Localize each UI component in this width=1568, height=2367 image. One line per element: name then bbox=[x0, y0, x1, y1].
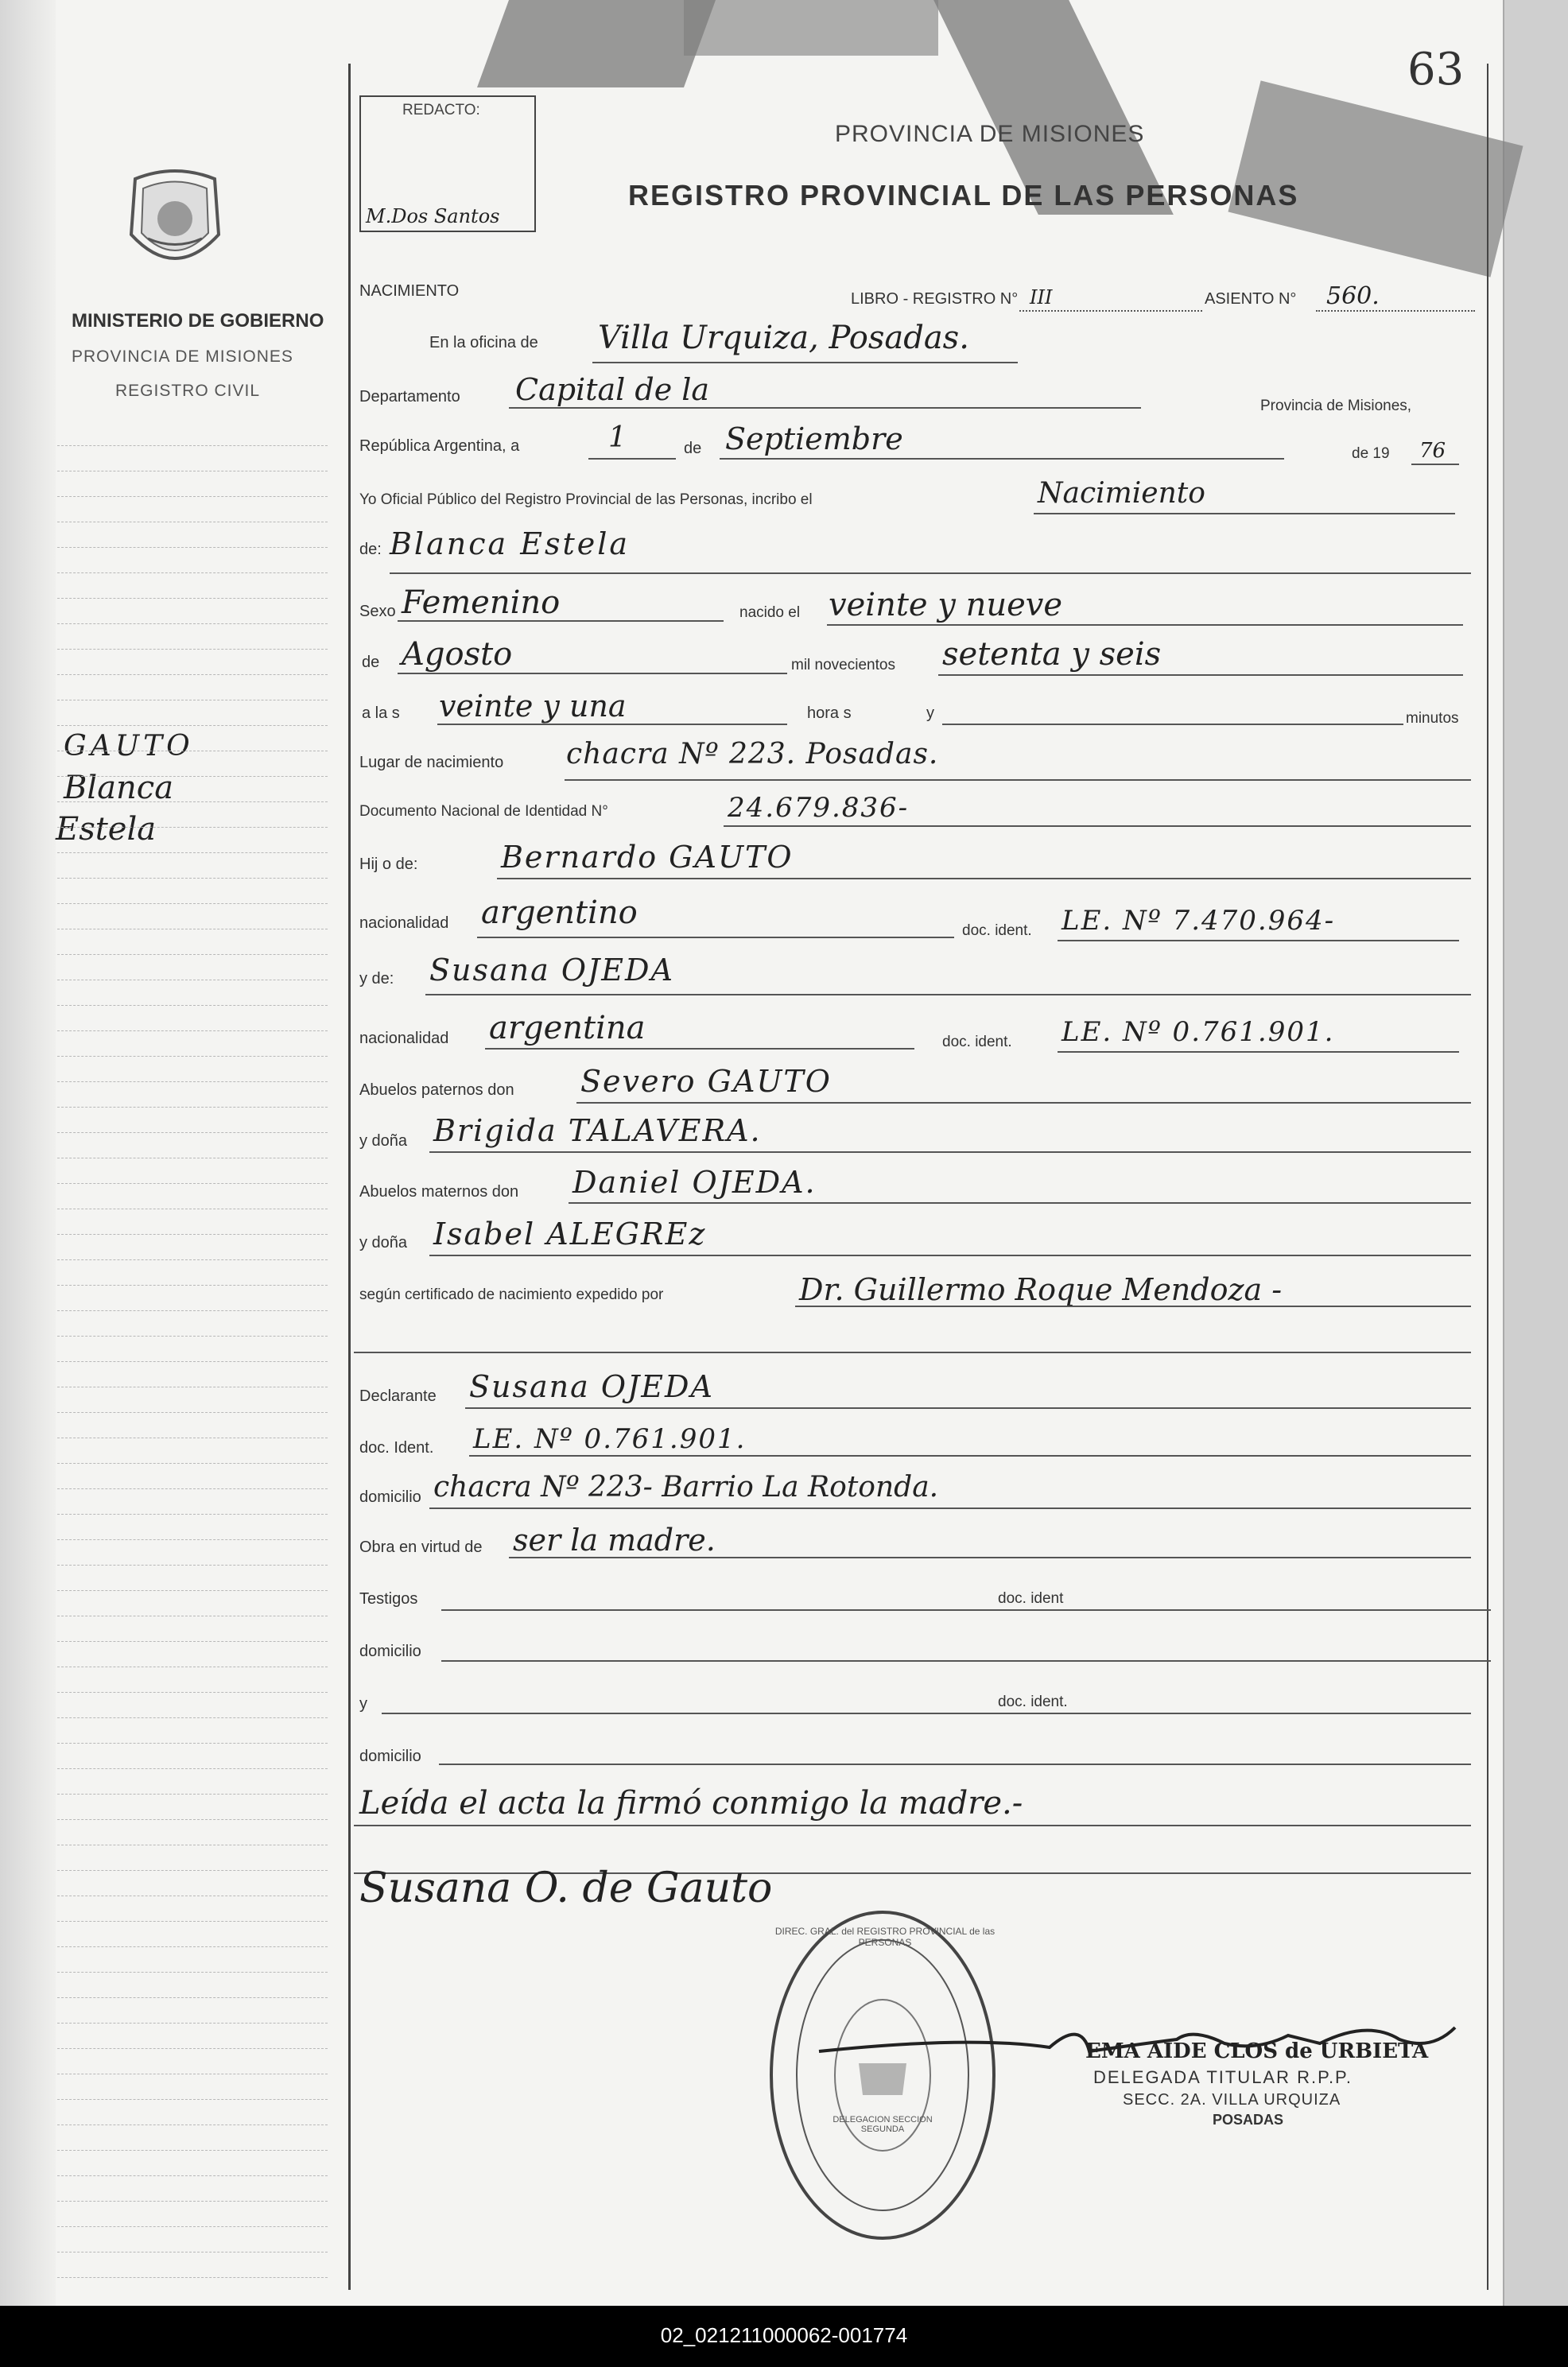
margin-ruled-line bbox=[57, 776, 328, 777]
nombre-value: Blanca Estela bbox=[390, 526, 631, 561]
mes2-value: Agosto bbox=[402, 636, 513, 673]
margin-ruled-line bbox=[57, 2150, 328, 2151]
anio-line bbox=[1411, 464, 1459, 465]
official-city: POSADAS bbox=[1213, 2112, 1284, 2128]
nacido-label: nacido el bbox=[739, 604, 801, 621]
dni-label: Documento Nacional de Identidad N° bbox=[359, 803, 608, 820]
doc-declarante-label: doc. Ident. bbox=[359, 1439, 434, 1457]
margin-ruled-line bbox=[57, 674, 328, 675]
y-de-label: y de: bbox=[359, 970, 394, 988]
margin-ruled-line bbox=[57, 1336, 328, 1337]
margin-ruled-line bbox=[57, 2023, 328, 2024]
margin-ruled-line bbox=[57, 801, 328, 802]
doc-padre-label: doc. ident. bbox=[962, 922, 1032, 939]
doc-declarante-line bbox=[469, 1455, 1471, 1457]
abuelo-materno-value: Daniel OJEDA. bbox=[572, 1165, 817, 1200]
nacimiento-label: NACIMIENTO bbox=[359, 282, 460, 300]
redacto-name: M.Dos Santos bbox=[366, 205, 500, 227]
abuelo-paterno-line bbox=[576, 1102, 1471, 1104]
margin-ruled-line bbox=[57, 2201, 328, 2202]
margin-ruled-line bbox=[57, 2099, 328, 2100]
margin-ruled-line bbox=[57, 623, 328, 624]
novecientos-value: setenta y seis bbox=[942, 636, 1162, 673]
nombre-line bbox=[390, 572, 1471, 574]
doc-declarante-value: LE. Nº 0.761.901. bbox=[473, 1423, 747, 1455]
ministry-seal-icon bbox=[119, 163, 231, 282]
libro-label: LIBRO - REGISTRO N° bbox=[851, 290, 1019, 308]
margin-ruled-line bbox=[57, 1946, 328, 1947]
republica-label: República Argentina, a bbox=[359, 437, 520, 455]
novecientos-line bbox=[938, 674, 1463, 676]
doc-madre-label: doc. ident. bbox=[942, 1034, 1012, 1050]
margin-ruled-line bbox=[57, 1590, 328, 1591]
stamp-inner-text: DELEGACION SECCION SEGUNDA bbox=[833, 2115, 933, 2134]
dni-line bbox=[724, 825, 1471, 827]
lugar-line bbox=[565, 779, 1471, 781]
departamento-value: Capital de la bbox=[515, 372, 710, 407]
padre-value: Bernardo GAUTO bbox=[501, 840, 794, 875]
margin-ruled-line bbox=[57, 2252, 328, 2253]
margin-ruled-line bbox=[57, 1107, 328, 1108]
margin-ruled-line bbox=[57, 1488, 328, 1489]
margin-ruled-line bbox=[57, 649, 328, 650]
y-dona-label-2: y doña bbox=[359, 1234, 408, 1251]
mes-de-label: de bbox=[684, 440, 702, 457]
fold-shadow bbox=[684, 0, 938, 56]
fold-shadow bbox=[477, 0, 716, 87]
margin-ruled-line bbox=[57, 1692, 328, 1693]
mes-line bbox=[720, 458, 1284, 460]
registry-stamp-icon bbox=[763, 1904, 1002, 2246]
page-number: 63 bbox=[1407, 44, 1465, 95]
margin-ruled-line bbox=[57, 852, 328, 853]
nacionalidad-madre-label: nacionalidad bbox=[359, 1030, 449, 1047]
sexo-line bbox=[398, 620, 724, 622]
margin-ruled-line bbox=[57, 1030, 328, 1031]
margin-ruled-line bbox=[57, 1641, 328, 1642]
margin-ruled-line bbox=[57, 598, 328, 599]
registry-label-left: REGISTRO CIVIL bbox=[115, 382, 261, 400]
official-section: SECC. 2A. VILLA URQUIZA bbox=[1123, 2091, 1341, 2109]
abuela-paterna-line bbox=[429, 1151, 1471, 1153]
mes2-line bbox=[398, 673, 787, 674]
nacido-value: veinte y nueve bbox=[829, 587, 1063, 623]
padre-line bbox=[497, 878, 1471, 879]
provincia-label: Provincia de Misiones, bbox=[1260, 398, 1412, 414]
lugar-value: chacra Nº 223. Posadas. bbox=[566, 738, 939, 770]
redacto-box bbox=[359, 95, 536, 232]
margin-ruled-line bbox=[57, 1005, 328, 1006]
margin-ruled-line bbox=[57, 1539, 328, 1540]
stamp-ring-text: DIREC. GRAL. del REGISTRO PROVINCIAL de las PERSONAS bbox=[774, 1926, 996, 1948]
de-nombre-label: de: bbox=[359, 541, 382, 558]
margin-ruled-line bbox=[57, 2048, 328, 2049]
a-las-label: a la s bbox=[362, 704, 400, 722]
doc-madre-value: LE. Nº 0.761.901. bbox=[1062, 1016, 1335, 1048]
margin-ruled-line bbox=[57, 1259, 328, 1260]
official-name: EMA AIDE CLOS de URBIETA bbox=[1085, 2039, 1429, 2063]
margin-ruled-line bbox=[57, 1361, 328, 1362]
hijo-label: Hij o de: bbox=[359, 856, 418, 873]
domicilio3-label: domicilio bbox=[359, 1748, 421, 1765]
lugar-label: Lugar de nacimiento bbox=[359, 754, 504, 771]
margin-ruled-line bbox=[57, 903, 328, 904]
margin-ruled-line bbox=[57, 1743, 328, 1744]
departamento-line bbox=[509, 407, 1141, 409]
madre-line bbox=[425, 994, 1471, 995]
margin-ruled-line bbox=[57, 1310, 328, 1311]
official-title: DELEGADA TITULAR R.P.P. bbox=[1093, 2067, 1353, 2087]
abuela-materna-line bbox=[429, 1255, 1471, 1256]
testigos-doc-label: doc. ident bbox=[998, 1590, 1064, 1607]
anio-value: 76 bbox=[1419, 439, 1446, 463]
testigos-label: Testigos bbox=[359, 1590, 418, 1608]
abuela-paterna-value: Brigida TALAVERA. bbox=[433, 1113, 762, 1148]
nacionalidad-padre-line bbox=[477, 937, 954, 938]
nacionalidad-madre-value: argentina bbox=[489, 1010, 646, 1046]
libro-value: III bbox=[1030, 286, 1053, 308]
doc-padre-line bbox=[1058, 940, 1459, 941]
margin-ruled-line bbox=[57, 827, 328, 828]
margin-ruled-line bbox=[57, 1565, 328, 1566]
margin-ruled-line bbox=[57, 2226, 328, 2227]
certificado-label: según certificado de nacimiento expedido por bbox=[359, 1286, 664, 1303]
departamento-label: Departamento bbox=[359, 388, 460, 405]
margin-ruled-line bbox=[57, 1768, 328, 1769]
obra-value: ser la madre. bbox=[513, 1523, 716, 1558]
firma-madre: Susana O. de Gauto bbox=[359, 1864, 773, 1912]
a-las-line bbox=[437, 724, 787, 725]
margin-ruled-line bbox=[57, 2124, 328, 2125]
margin-ruled-line bbox=[57, 1132, 328, 1133]
margin-ruled-line bbox=[57, 1870, 328, 1871]
domicilio2-line bbox=[441, 1660, 1491, 1662]
asiento-value: 560. bbox=[1326, 282, 1380, 310]
oficina-label: En la oficina de bbox=[429, 334, 538, 351]
margin-surname: GAUTO bbox=[64, 730, 194, 762]
margin-ruled-line bbox=[57, 725, 328, 726]
nacionalidad-padre-label: nacionalidad bbox=[359, 914, 449, 932]
abuelo-materno-line bbox=[569, 1202, 1471, 1204]
obra-label: Obra en virtud de bbox=[359, 1539, 483, 1556]
y2-line bbox=[382, 1713, 1471, 1714]
dni-value: 24.679.836- bbox=[728, 792, 910, 824]
testigos-line bbox=[441, 1609, 1491, 1611]
margin-ruled-line bbox=[57, 1717, 328, 1718]
certificado-value: Dr. Guillermo Roque Mendoza - bbox=[799, 1272, 1283, 1307]
margin-ruled-line bbox=[57, 1819, 328, 1820]
province-label-left: PROVINCIA DE MISIONES bbox=[72, 347, 293, 366]
leida-line bbox=[354, 1825, 1471, 1826]
margin-ruled-line bbox=[57, 1463, 328, 1464]
madre-value: Susana OJEDA bbox=[429, 953, 674, 988]
asiento-line bbox=[1316, 310, 1475, 312]
y-label: y bbox=[926, 704, 934, 722]
margin-ruled-line bbox=[57, 1081, 328, 1082]
abuelos-maternos-label: Abuelos maternos don bbox=[359, 1183, 519, 1201]
asiento-label: ASIENTO N° bbox=[1205, 290, 1297, 308]
y-line bbox=[942, 724, 1403, 725]
margin-ruled-line bbox=[57, 1234, 328, 1235]
mes-value: Septiembre bbox=[725, 421, 903, 456]
blank-line bbox=[354, 1352, 1471, 1353]
margin-ruled-line bbox=[57, 1972, 328, 1973]
margin-ruled-line bbox=[57, 547, 328, 548]
oficina-value: Villa Urquiza, Posadas. bbox=[598, 320, 969, 356]
oficina-line bbox=[592, 362, 1018, 363]
testigos2-doc-label: doc. ident. bbox=[998, 1694, 1068, 1710]
domicilio3-line bbox=[439, 1764, 1471, 1765]
declarante-value: Susana OJEDA bbox=[469, 1369, 714, 1404]
leida-value: Leída el acta la firmó conmigo la madre.- bbox=[359, 1785, 1023, 1822]
form-left-border bbox=[348, 64, 351, 2290]
binding-edge bbox=[0, 0, 56, 2306]
margin-ruled-line bbox=[57, 1412, 328, 1413]
oficial-value: Nacimiento bbox=[1038, 477, 1205, 510]
oficial-line bbox=[1034, 513, 1455, 514]
y2-label: y bbox=[359, 1695, 367, 1713]
certificado-line bbox=[795, 1306, 1471, 1307]
margin-ruled-line bbox=[57, 1997, 328, 1998]
declarante-line bbox=[465, 1407, 1471, 1409]
domicilio-line bbox=[429, 1508, 1471, 1509]
nacionalidad-padre-value: argentino bbox=[481, 894, 638, 931]
footer-code: 02_021211000062-001774 bbox=[660, 2323, 908, 2347]
form-right-border bbox=[1487, 64, 1488, 2290]
novecientos-label: mil novecientos bbox=[791, 657, 895, 673]
ministry-title: MINISTERIO DE GOBIERNO bbox=[72, 310, 324, 332]
abuela-materna-value: Isabel ALEGREz bbox=[433, 1216, 707, 1251]
doc-madre-line bbox=[1058, 1051, 1459, 1053]
header-title: REGISTRO PROVINCIAL DE LAS PERSONAS bbox=[628, 179, 1299, 211]
header-province: PROVINCIA DE MISIONES bbox=[835, 121, 1145, 147]
redacto-label: REDACTO: bbox=[402, 102, 480, 118]
margin-ruled-line bbox=[57, 1285, 328, 1286]
margin-ruled-line bbox=[57, 2277, 328, 2278]
doc-padre-value: LE. Nº 7.470.964- bbox=[1062, 905, 1336, 937]
sexo-value: Femenino bbox=[402, 584, 561, 621]
margin-ruled-line bbox=[57, 1921, 328, 1922]
margin-ruled-line bbox=[57, 1056, 328, 1057]
margin-ruled-line bbox=[57, 1183, 328, 1184]
libro-line bbox=[1019, 310, 1202, 312]
margin-ruled-line bbox=[57, 496, 328, 497]
de2-label: de bbox=[362, 654, 380, 671]
margin-ruled-line bbox=[57, 1514, 328, 1515]
declarante-label: Declarante bbox=[359, 1387, 437, 1405]
nacionalidad-madre-line bbox=[485, 1048, 914, 1050]
margin-name-1: Blanca bbox=[64, 770, 174, 806]
domicilio2-label: domicilio bbox=[359, 1643, 421, 1660]
dia-value: 1 bbox=[608, 421, 627, 454]
nacido-line bbox=[827, 624, 1463, 626]
minutos-label: minutos bbox=[1406, 710, 1459, 727]
margin-ruled-line bbox=[57, 1794, 328, 1795]
margin-ruled-line bbox=[57, 2175, 328, 2176]
anio-label: de 19 bbox=[1352, 445, 1390, 462]
y-dona-label-1: y doña bbox=[359, 1132, 408, 1150]
hora-label: hora s bbox=[807, 704, 852, 722]
margin-ruled-line bbox=[57, 878, 328, 879]
obra-line bbox=[509, 1557, 1471, 1558]
margin-ruled-line bbox=[57, 954, 328, 955]
margin-ruled-line bbox=[57, 445, 328, 446]
abuelos-paternos-label: Abuelos paternos don bbox=[359, 1081, 514, 1099]
sexo-label: Sexo bbox=[359, 603, 396, 620]
oficial-label: Yo Oficial Público del Registro Provincial de las Personas, incribo el bbox=[359, 491, 813, 508]
dia-line bbox=[588, 458, 676, 460]
margin-name-2: Estela bbox=[56, 811, 157, 848]
abuelo-paterno-value: Severo GAUTO bbox=[580, 1064, 832, 1099]
domicilio-value: chacra Nº 223- Barrio La Rotonda. bbox=[433, 1471, 939, 1504]
domicilio-label: domicilio bbox=[359, 1488, 421, 1506]
a-las-value: veinte y una bbox=[439, 689, 627, 724]
margin-ruled-line bbox=[57, 572, 328, 573]
